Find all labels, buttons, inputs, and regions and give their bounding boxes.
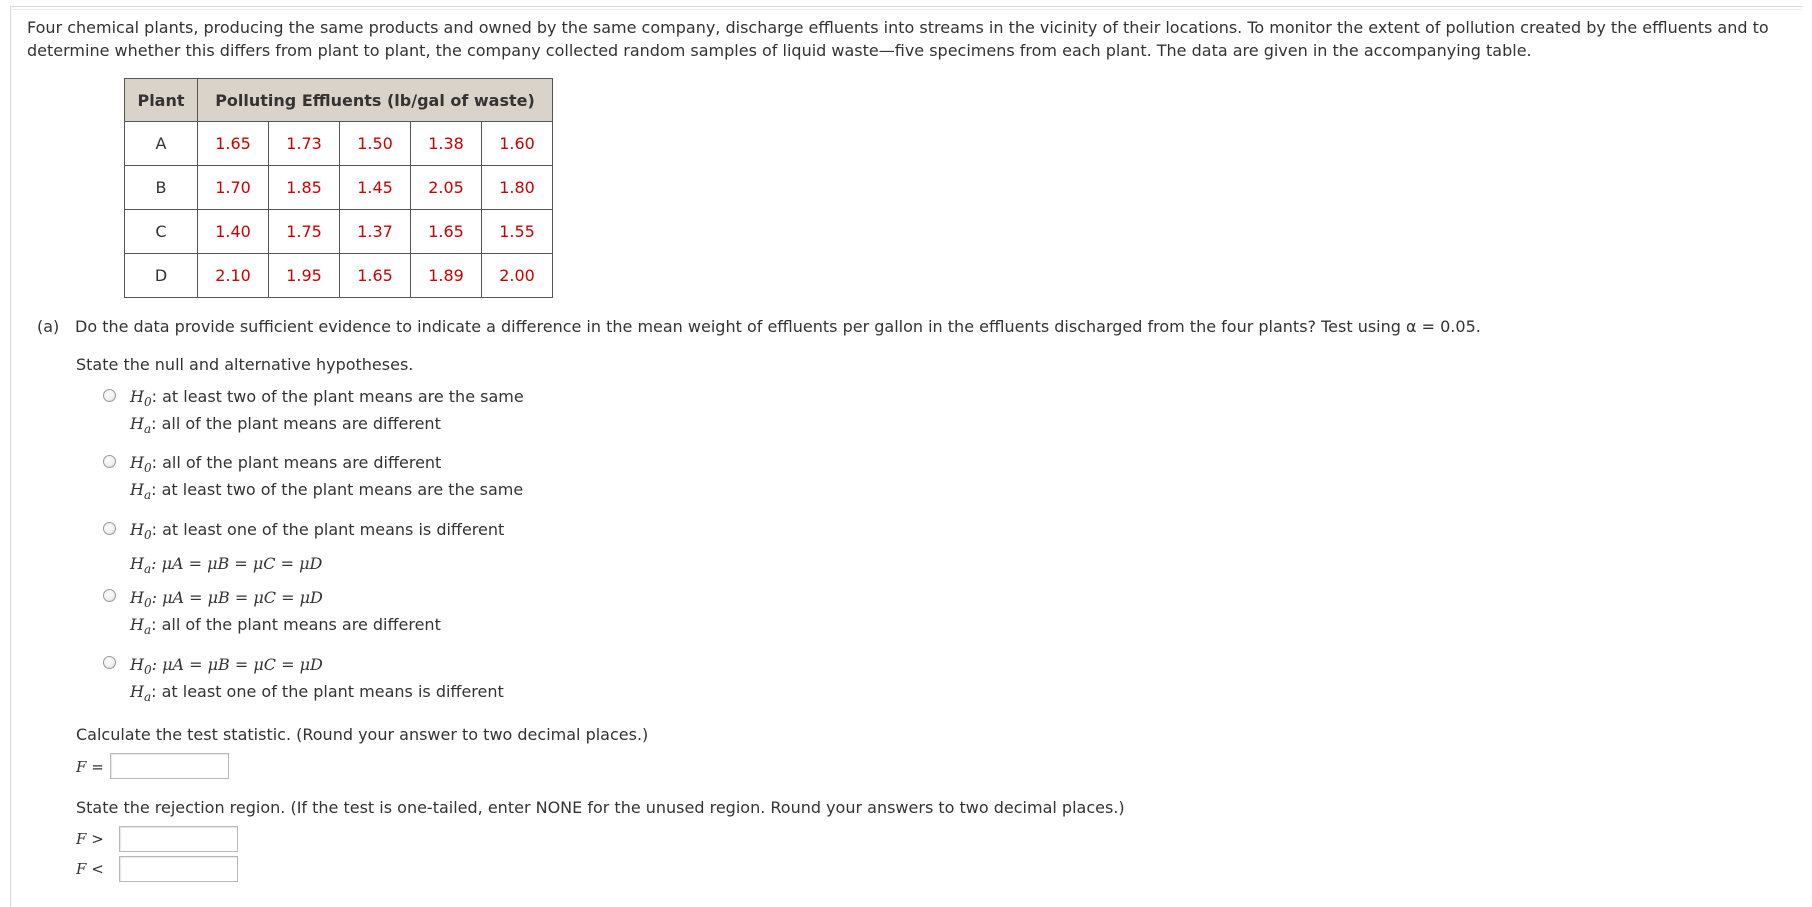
rejection-prompt: State the rejection region. (If the test is one-tailed, enter NONE for the unused region. Round your answers to two decimal places.) [76,798,1125,817]
hypothesis-option-5-radio[interactable] [103,656,116,669]
value-cell: 2.05 [411,166,482,210]
option-5-h0: $H_0$: μA = μB = μC = μD [130,655,323,677]
value-cell: 1.70 [198,166,269,210]
hypothesis-option-2-radio[interactable] [103,455,116,468]
less-than-sign: < [91,860,104,878]
option-5-h0-text: μA = μB = μC = μD [162,655,323,674]
greater-than-sign: > [91,830,104,848]
option-1-ha-text: all of the plant means are different [161,414,441,433]
rejection-greater-input[interactable] [119,826,238,852]
plant-cell: C [125,210,198,254]
value-cell: 1.38 [411,122,482,166]
option-3-h0: $H_0$: at least one of the plant means is different [130,520,505,542]
option-3-h0-text: at least one of the plant means is different [162,520,505,539]
rejection-less-label [76,858,104,880]
table-row [125,166,553,210]
value-cell: 1.65 [340,254,411,298]
hypothesis-option-1-radio[interactable] [103,389,116,402]
header-plant: Plant [125,79,198,122]
option-1-ha: $H_a$: all of the plant means are different [130,414,441,436]
value-cell: 1.80 [482,166,553,210]
value-cell: 1.45 [340,166,411,210]
value-cell: 1.73 [269,122,340,166]
rejection-greater-label [76,828,104,850]
value-cell: 2.10 [198,254,269,298]
value-cell: 1.37 [340,210,411,254]
hypothesis-option-4-radio[interactable] [103,589,116,602]
part-a-question [37,316,1481,338]
frame-rule [10,9,1802,10]
statistic-prompt: Calculate the test statistic. (Round your answer to two decimal places.) [76,725,649,744]
header-effluents: Polluting Effluents (lb/gal of waste) [198,79,553,122]
option-2-h0-text: all of the plant means are different [162,453,442,472]
test-statistic-input[interactable] [110,753,229,779]
ha-symbol: $H_a$ [130,480,152,502]
option-4-ha: $H_a$: all of the plant means are different [130,615,441,637]
option-1-h0-text: at least two of the plant means are the same [162,387,524,406]
ha-symbol: $H_a$ [130,682,152,704]
ha-symbol: $H_a$ [130,414,152,436]
value-cell: 1.50 [340,122,411,166]
value-cell: 1.55 [482,210,553,254]
value-cell: 1.40 [198,210,269,254]
h0-symbol: $H_0$ [130,520,152,542]
rejection-less-symbol: F [76,860,87,878]
option-2-h0: $H_0$: all of the plant means are different [130,453,442,475]
value-cell: 1.60 [482,122,553,166]
option-4-ha-text: all of the plant means are different [161,615,441,634]
value-cell: 1.89 [411,254,482,298]
equals-sign: = [91,758,104,776]
value-cell: 1.95 [269,254,340,298]
plant-cell: D [125,254,198,298]
table-row [125,254,553,298]
option-3-ha-text: μA = μB = μC = μD [161,554,323,573]
plant-cell: A [125,122,198,166]
hypotheses-prompt: State the null and alternative hypotheses. [76,355,414,374]
h0-symbol: $H_0$ [130,387,152,409]
value-cell: 1.75 [269,210,340,254]
table-row [125,210,553,254]
option-3-ha: $H_a$: μA = μB = μC = μD [130,554,323,576]
hypothesis-option-3-radio[interactable] [103,522,116,535]
option-5-ha-text: at least one of the plant means is different [161,682,504,701]
effluent-data-table [124,78,553,298]
value-cell: 2.00 [482,254,553,298]
statistic-label [76,756,104,778]
value-cell: 1.65 [411,210,482,254]
rejection-greater-symbol: F [76,830,87,848]
rejection-less-input[interactable] [119,856,238,882]
option-5-ha: $H_a$: at least one of the plant means is different [130,682,504,704]
option-4-h0-text: μA = μB = μC = μD [162,588,323,607]
option-4-h0: $H_0$: μA = μB = μC = μD [130,588,323,610]
h0-symbol: $H_0$ [130,453,152,475]
statistic-symbol: F [76,758,87,776]
ha-symbol: $H_a$ [130,615,152,637]
table-header-row [125,79,553,122]
problem-intro: Four chemical plants, producing the same products and owned by the same company, discharge effluents into streams in the vicinity of their locations. To monitor the extent of pollution created by the effluents and to determine whether this differs from plant to plant, the company collected random samples of liquid waste—five specimens from each plant. The data are given in the accompanying table. [27,18,1769,60]
option-2-ha-text: at least two of the plant means are the same [161,480,524,499]
option-2-ha: $H_a$: at least two of the plant means are the same [130,480,524,502]
value-cell: 1.85 [269,166,340,210]
plant-cell: B [125,166,198,210]
part-a-text: Do the data provide sufficient evidence to indicate a difference in the mean weight of effluents per gallon in the effluents discharged from the four plants? Test using α = 0.05. [75,317,1481,336]
value-cell: 1.65 [198,122,269,166]
table-row [125,122,553,166]
part-a-label: (a) [37,317,60,336]
option-1-h0: $H_0$: at least two of the plant means are the same [130,387,524,409]
